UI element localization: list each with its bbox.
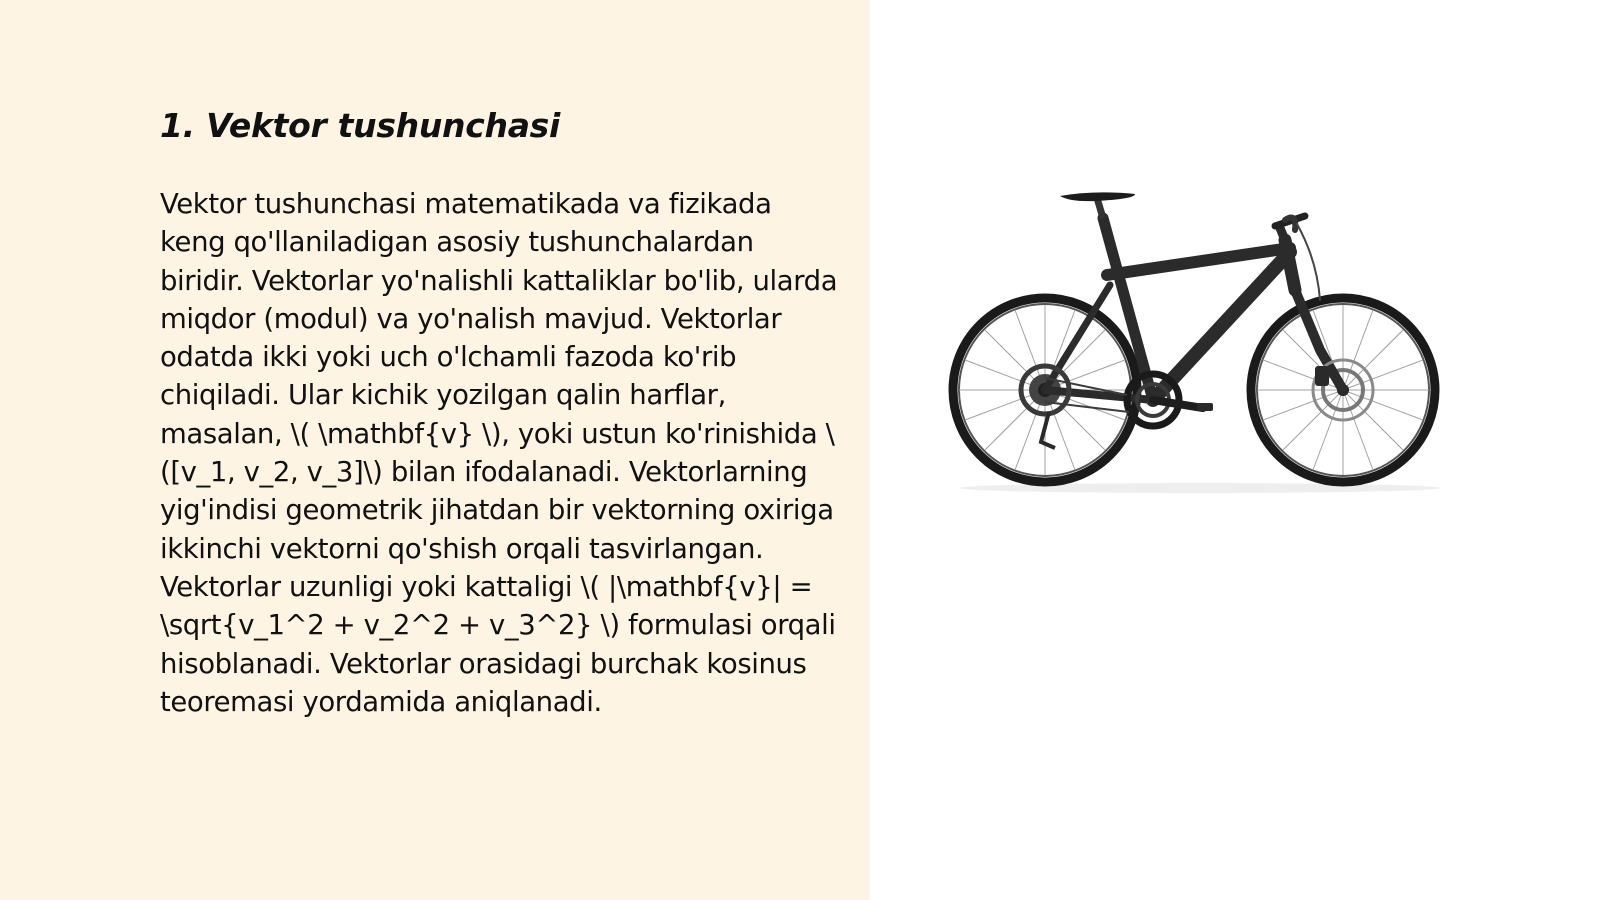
slide-body-text: Vektor tushunchasi matematikada va fizikada keng qo'llaniladigan asosiy tushunchalardan biridir. Vektorlar yo'nalishli kattaliklar bo'lib, ularda miqdor (modul) va yo'nalish mavjud. Vektorlar odatda ikki yoki uch o'lchamli fazoda ko'rib chiqiladi. Ular kichik yozilgan qalin harflar, masalan, \( \mathbf{v} \), yoki ustun ko'rinishida \([v_1, v_2, v_3]\) bilan ifodalanadi. Vektorlarning yig'indisi geometrik jihatdan bir vektorning oxiriga ikkinchi vektorni qo'shish orqali tasvirlangan. Vektorlar uzunligi yoki kattaligi \( |\mathbf{v}| = \sqrt{v_1^2 + v_2^2 + v_3^2} \) formulasi orqali hisoblanadi. Vektorlar orasidagi burchak kosinus teoremasi yordamida aniqlanadi. [160, 188, 838, 718]
saddle [1060, 192, 1135, 218]
bicycle-illustration [945, 190, 1455, 500]
slide-title: 1. Vektor tushunchasi [160, 106, 561, 145]
bicycle-image [945, 190, 1455, 500]
